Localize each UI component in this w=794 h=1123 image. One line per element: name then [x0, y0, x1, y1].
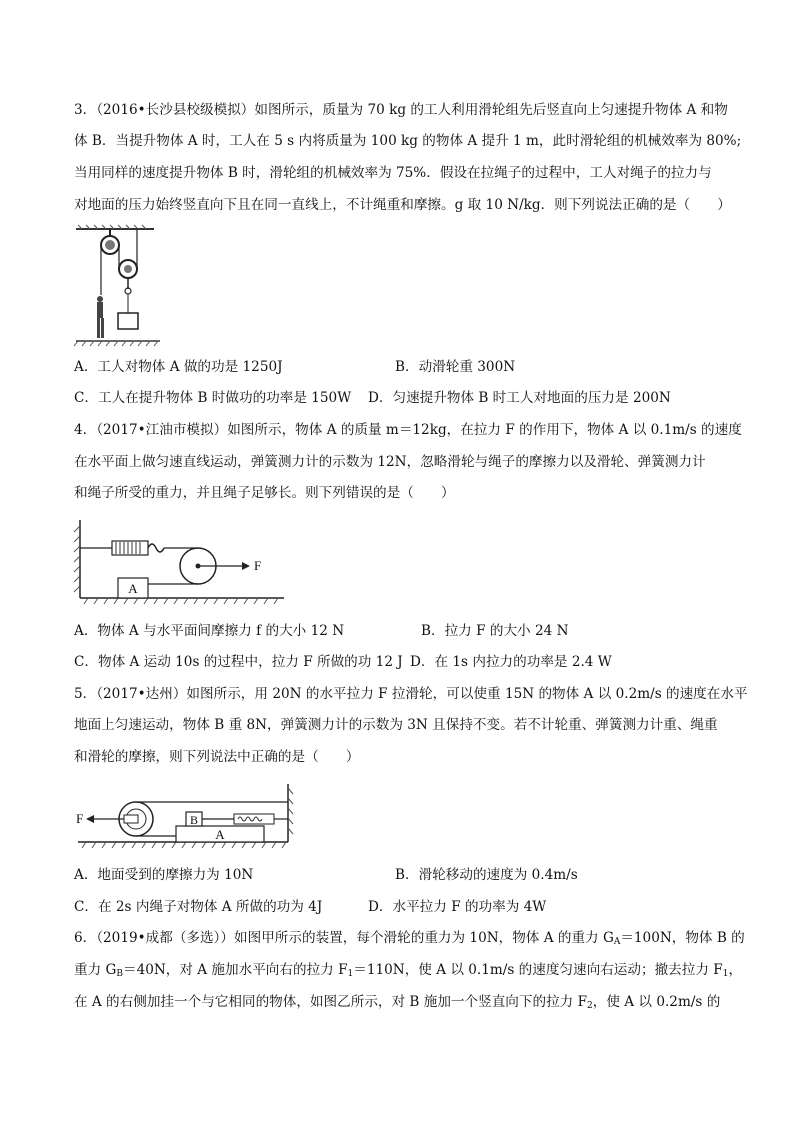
q5-option-b: B．滑轮移动的速度为 0.4m/s [395, 867, 578, 883]
q4-line-2: 在水平面上做匀速直线运动，弹簧测力计的示数为 12N，忽略滑轮与绳子的摩擦力以及滑轮、弹簧测力计 [74, 454, 706, 470]
q3-line-4: 对地面的压力始终竖直向下且在同一直线上，不计绳重和摩擦。g 取 10 N/kg．则下列说法正确的是（ ） [74, 197, 731, 213]
q5-force-label: F [76, 811, 84, 826]
q3-option-b: B．动滑轮重 300N [395, 359, 516, 375]
q6-line-3-sub: 2 [587, 1001, 593, 1011]
q4-option-b: B．拉力 F 的大小 24 N [421, 623, 569, 639]
q3-option-d: D．匀速提升物体 B 时工人对地面的压力是 200N [368, 390, 671, 406]
q3-line-2: 体 B．当提升物体 A 时，工人在 5 s 内将质量为 100 kg 的物体 A 提升 1 m，此时滑轮组的机械效率为 80%; [74, 133, 742, 149]
q4-pulley-figure [70, 518, 290, 606]
q6-line-2-sub2: 1 [347, 969, 354, 979]
q3-line-3: 当用同样的速度提升物体 B 时，滑轮组的机械效率为 75%．假设在拉绳子的过程中，工人对绳子的拉力与 [74, 165, 712, 181]
q6-line-1-sub: A [613, 937, 621, 947]
q5-option-a: A．地面受到的摩擦力为 10N [74, 867, 254, 883]
q5-block-a-label: A [215, 827, 225, 842]
q5-line-2: 地面上匀速运动，物体 B 重 8N，弹簧测力计的示数为 3N 且保持不变。若不计轮重、弹簧测力计重、绳重 [74, 717, 718, 733]
q6-line-2-d: ， [728, 962, 743, 978]
q5-option-d: D．水平拉力 F 的功率为 4W [368, 899, 547, 915]
q6-line-3-a: 在 A 的右侧加挂一个与它相同的物体，如图乙所示，对 B 施加一个竖直向下的拉力 F [74, 994, 588, 1010]
q3-pulley-figure [74, 225, 164, 349]
q4-option-d: D．在 1s 内拉力的功率是 2.4 W [410, 654, 612, 670]
q6-line-2-a: 重力 G [74, 962, 117, 978]
q6-line-3-b: ，使 A 以 0.2m/s 的 [592, 994, 721, 1010]
q5-line-1: 5．（2017•达州）如图所示，用 20N 的水平拉力 F 拉滑轮，可以使重 15N 的物体 A 以 0.2m/s 的速度在水平 [74, 686, 748, 702]
q6-line-2-c: ＝110N，使 A 以 0.1m/s 的速度匀速向右运动；撤去拉力 F [353, 962, 723, 978]
q5-pulley-figure [74, 782, 294, 850]
q3-option-a: A．工人对物体 A 做的功是 1250J [74, 359, 283, 375]
q5-line-3: 和滑轮的摩擦，则下列说法中正确的是（ ） [74, 749, 360, 765]
q4-option-a: A．物体 A 与水平面间摩擦力 f 的大小 12 N [74, 623, 345, 639]
q4-option-c: C．物体 A 运动 10s 的过程中，拉力 F 所做的功 12 J [74, 654, 403, 670]
q6-line-1-end: ＝100N，物体 B 的 [620, 930, 745, 946]
q6-line-2-sub1: B [116, 969, 123, 979]
q6-line-2-sub3: 1 [722, 969, 729, 979]
q6-line-3 [74, 993, 720, 1015]
q5-block-b-label: B [189, 813, 199, 827]
q5-option-c: C．在 2s 内绳子对物体 A 所做的功为 4J [74, 899, 323, 915]
q6-line-1 [74, 929, 745, 951]
q6-line-2 [74, 961, 742, 983]
q4-line-3: 和绳子所受的重力，并且绳子足够长。则下列错误的是（ ） [74, 485, 455, 501]
q3-option-c: C．工人在提升物体 B 时做功的功率是 150W [74, 390, 352, 406]
q6-line-2-b: ＝40N，对 A 施加水平向右的拉力 F [123, 962, 348, 978]
q3-line-1: 3．（2016•长沙县校级模拟）如图所示，质量为 70 kg 的工人利用滑轮组先后竖直向上匀速提升物体 A 和物 [74, 102, 728, 118]
q4-line-1: 4．（2017•江油市模拟）如图所示，物体 A 的质量 m＝12kg，在拉力 F 的作用下，物体 A 以 0.1m/s 的速度 [74, 422, 742, 438]
q4-force-label: F [254, 558, 262, 573]
q4-block-a-label: A [128, 581, 138, 596]
q6-line-1-text: 6．（2019•成都（多选））如图甲所示的装置，每个滑轮的重力为 10N，物体 A 的重力 G [74, 930, 614, 946]
